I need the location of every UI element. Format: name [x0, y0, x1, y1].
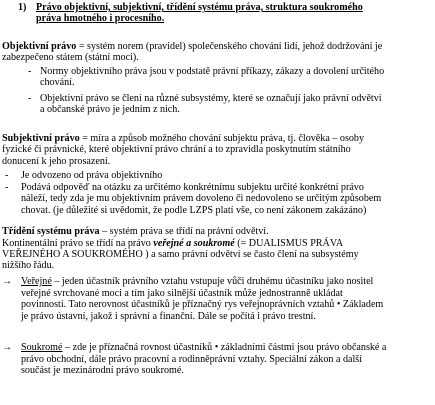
bullet-dash: - — [28, 93, 32, 104]
public-law-line-3: povinnosti. Tato nerovnost účastníků je příznačný rys veřejnoprávních vztahů • Základem — [21, 299, 384, 310]
division-term: Třídění systému práva — [2, 226, 100, 237]
public-law-line-2: veřejné svrchované moci a tím jako silnější účastník může jednostranně ukládat — [21, 288, 343, 299]
arrow-icon: → — [2, 276, 13, 287]
section-title-line-2: práva hmotného i procesního. — [36, 13, 165, 24]
bullet-dash: - — [5, 182, 9, 193]
objective-law-term: Objektivní právo — [2, 41, 77, 52]
public-law-term: Veřejné — [21, 276, 52, 287]
subjective-bullet-2-line-1: Podává odpověď na otázku za určitémo konkrétnímu subjektu určité konkrétní právo — [21, 182, 364, 193]
public-law-line-1: Veřejné – jeden účastník právního vztahu vstupuje vůči druhému účastníku jako nositel — [21, 276, 374, 287]
bullet-dash: - — [28, 66, 32, 77]
subjective-bullet-1: Je odvozeno od práva objektivního — [21, 170, 163, 181]
private-law-line-3: součást je mezinárodní právo soukromé. — [21, 365, 184, 376]
subjective-bullet-2-line-3: chovat. (je důležité si uvědomit, že podle LZPS platí vše, co není zákonem zakázáno) — [21, 205, 367, 216]
subjective-definition-line-3: donucení k jeho prosazení. — [2, 156, 111, 167]
public-private-term: veřejné a soukromé — [153, 238, 235, 249]
subjective-definition-line-2: fyzické či právnické, které objektivní právo chrání a to zpravidla poskytnutím státního — [2, 144, 351, 155]
private-law-term: Soukromé — [21, 342, 63, 353]
objective-bullet-1-line-2: chování. — [40, 77, 75, 88]
private-law-line-1: Soukromé – zde je příznačná rovnost účastníků • základními částmi jsou právo občanské a — [21, 342, 387, 353]
division-line-2: Kontinentální právo se třídí na právo veřejné a soukromé (= DUALISMUS PRÁVA — [2, 238, 344, 249]
objective-bullet-2-line-1: Objektivní právo se člení na různé subsystémy, které se označují jako právní odvětví — [40, 93, 382, 104]
division-line-4: nižšího řádu. — [2, 260, 55, 271]
objective-definition-line-1: Objektivní právo = systém norem (pravidel) společenského chování lidí, jehož dodržování je — [2, 41, 383, 52]
section-title-line-1: Právo objektivní, subjektivní, třídění systému práva, struktura soukromého — [36, 2, 363, 13]
objective-bullet-2-line-2: a občanské právo je jedním z nich. — [40, 104, 180, 115]
subjective-definition-line-1: Subjektivní právo = míra a způsob možného chování subjektu práva, tj. člověka – osoby — [2, 133, 365, 144]
objective-definition-line-2: zabezpečeno státem (státní moci). — [2, 52, 139, 63]
division-line-3: VEŘEJNÉHO A SOUKROMÉHO ) a samo právní odvětví se často člení na subsystémy — [2, 249, 359, 260]
section-number: 1) — [18, 2, 27, 13]
subjective-law-term: Subjektivní právo — [2, 133, 80, 144]
subjective-bullet-2-line-2: náleží, tedy zda je mu objektivním právem dovoleno či nedovoleno se určitým způsobem — [21, 193, 382, 204]
objective-bullet-1-line-1: Normy objektivního práva jsou v podstatě právní příkazy, zákazy a dovolení určitého — [40, 66, 385, 77]
bullet-dash: - — [5, 170, 9, 181]
arrow-icon: → — [2, 342, 13, 353]
division-definition-line-1: Třídění systému práva – systém práva se třídí na právní odvětví. — [2, 226, 269, 237]
public-law-line-4: je právo ústavní, jakož i správní a finanční. Dále se počítá i právo trestní. — [21, 311, 316, 322]
private-law-line-2: právo obchodní, dále právo pracovní a rodinněprávní vztahy. Speciální zákon a další — [21, 354, 363, 365]
